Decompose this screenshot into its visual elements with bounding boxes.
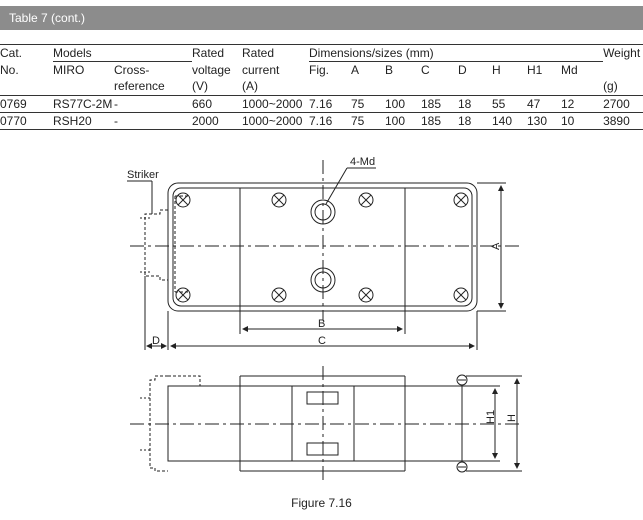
md-label: 4-Md <box>350 156 376 168</box>
header-cat: Cat. <box>0 45 53 62</box>
header-cat-no: No. <box>0 62 19 77</box>
table-row: 0769 RS77C-2M - 660 1000~2000 7.16 75 100 185 18 55 47 12 2700 <box>0 96 643 113</box>
header-weight-unit: (g) <box>603 78 643 96</box>
header-row-1 <box>0 45 643 62</box>
header-weight: Weight <box>603 45 643 62</box>
bolt-icon <box>454 288 468 302</box>
header-voltage-unit: (V) <box>192 78 242 96</box>
bolt-icon <box>176 288 190 302</box>
bolt-icon <box>272 288 286 302</box>
header-voltage: Rated <box>192 45 242 62</box>
dim-h-label: H <box>506 414 518 422</box>
striker-label: Striker <box>127 169 159 181</box>
header-row-3 <box>0 78 643 96</box>
header-b: B <box>385 63 394 77</box>
header-current: Rated <box>242 45 309 62</box>
header-cross-2: reference <box>114 78 192 96</box>
header-current-unit: (A) <box>242 78 309 96</box>
bolt-icon <box>176 193 190 207</box>
header-fig: Fig. <box>309 63 330 77</box>
header-c: C <box>421 63 430 77</box>
figure-caption: Figure 7.16 <box>291 496 352 510</box>
table-row: 0770 RSH20 - 2000 1000~2000 7.16 75 100 185 18 140 130 10 3890 <box>0 113 643 130</box>
bolt-icon <box>359 288 373 302</box>
header-h1: H1 <box>527 63 543 77</box>
header-row-2 <box>0 62 643 79</box>
header-cross: Cross- <box>114 63 150 77</box>
header-a: A <box>351 63 360 77</box>
header-models: Models <box>53 45 192 62</box>
dim-b-label: B <box>318 318 326 330</box>
header-current-2: current <box>242 62 280 77</box>
header-d: D <box>458 63 467 77</box>
dim-a-label: A <box>490 242 502 250</box>
header-md: Md <box>561 63 578 77</box>
header-dimensions: Dimensions/sizes (mm) <box>309 45 603 62</box>
header-voltage-2: voltage <box>192 62 231 77</box>
dim-h1-label: H1 <box>485 409 497 424</box>
bolt-icon <box>272 193 286 207</box>
technical-drawing <box>110 150 530 490</box>
bolt-icon <box>359 193 373 207</box>
side-view <box>130 366 522 480</box>
spec-table <box>0 44 643 130</box>
header-miro: MIRO <box>53 63 85 77</box>
dim-c-label: C <box>318 335 326 347</box>
table-title: Table 7 (cont.) <box>9 11 86 25</box>
bolt-icon <box>454 193 468 207</box>
header-h: H <box>492 63 501 77</box>
dim-d-label: D <box>152 335 160 347</box>
header-weight-2 <box>603 62 643 79</box>
table-title-bar <box>0 6 643 30</box>
